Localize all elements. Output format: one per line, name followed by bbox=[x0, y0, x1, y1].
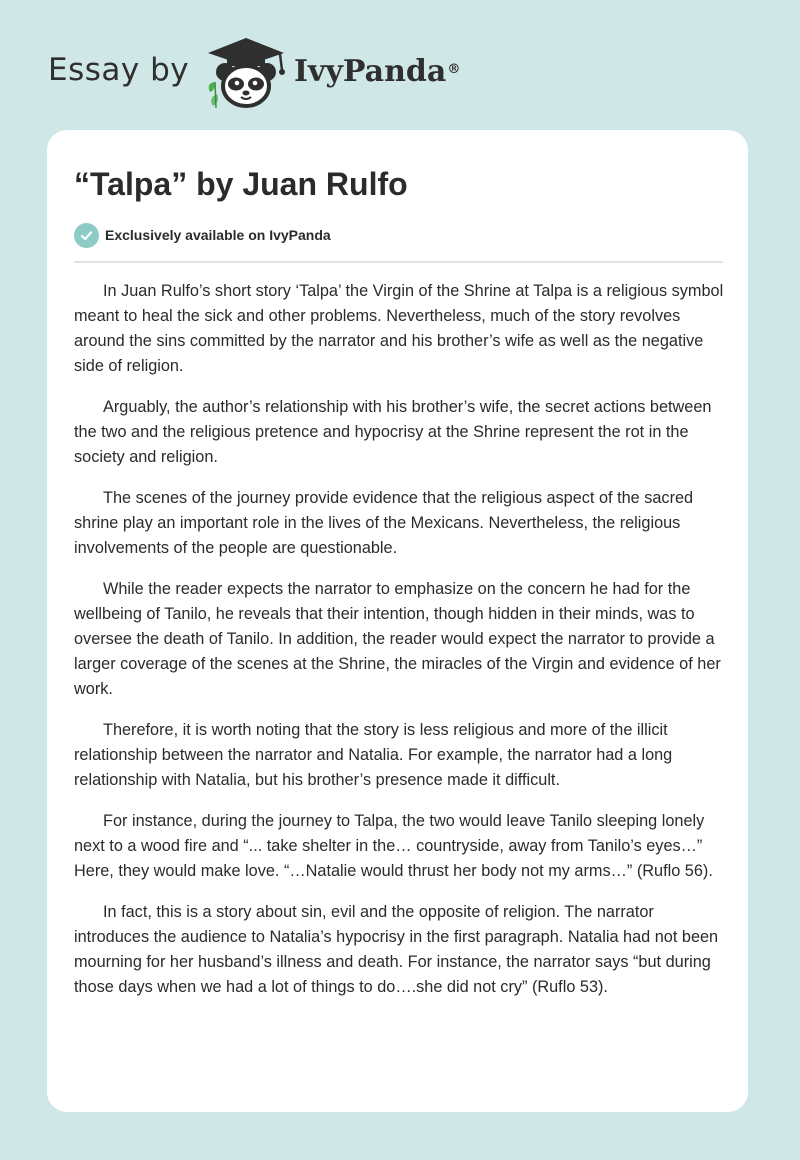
essay-paragraph: In Juan Rulfo’s short story ‘Talpa’ the Virgin of the Shrine at Talpa is a religious symbol meant to heal the sick and other problems. Nevertheless, much of the story revolves around the sins committed by the narrator and his brother’s wife as well as the negative side of religion. bbox=[74, 282, 724, 375]
essay-body bbox=[74, 279, 725, 1016]
ivypanda-logo-icon[interactable] bbox=[200, 36, 292, 110]
site-header bbox=[0, 0, 800, 120]
essay-paragraph: In fact, this is a story about sin, evil and the opposite of religion. The narrator introduces the audience to Natalia’s hypocrisy in the first paragraph. Natalia had not been mourning for her husband’s illness and death. For instance, the narrator says “but during those days when we had a lot of things to do….she did not cry” (Ruflo 53). bbox=[74, 903, 719, 996]
essay-paragraph: For instance, during the journey to Talpa, the two would leave Tanilo sleeping lonely next to a wood fire and “... take shelter in the… countryside, away from Tanilo’s eyes…” Here, they would make love. “…Natalie would thrust her body not my arms…” (Ruflo 56). bbox=[74, 812, 713, 880]
ivypanda-wordmark[interactable] bbox=[294, 54, 460, 90]
registered-mark: ® bbox=[447, 62, 461, 77]
essay-paragraph: The scenes of the journey provide evidence that the religious aspect of the sacred shrine play an important role in the lives of the Mexicans. Nevertheless, the religious involvements of the people are questionable. bbox=[74, 489, 694, 557]
title-divider bbox=[74, 261, 723, 263]
essay-by-label: Essay by bbox=[48, 52, 190, 88]
check-icon bbox=[74, 223, 99, 248]
essay-title: “Talpa” by Juan Rulfo bbox=[74, 166, 408, 202]
exclusive-badge bbox=[74, 222, 331, 248]
essay-paragraph: While the reader expects the narrator to emphasize on the concern he had for the wellbeing of Tanilo, he reveals that their intention, though hidden in their minds, was to oversee the death of Tanilo. In addition, the reader would expect the narrator to provide a larger coverage of the scenes at the Shrine, the miracles of the Virgin and evidence of her work. bbox=[74, 580, 721, 698]
essay-paragraph: Arguably, the author’s relationship with his brother’s wife, the secret actions between the two and the religious pretence and hypocrisy at the Shrine represent the rot in the society and religion. bbox=[74, 398, 712, 466]
essay-paragraph: Therefore, it is worth noting that the story is less religious and more of the illicit relationship between the narrator and Natalia. For example, the narrator had a long relationship with Natalia, but his brother’s presence made it difficult. bbox=[74, 721, 673, 789]
essay-card bbox=[47, 130, 748, 1112]
exclusive-badge-text: Exclusively available on IvyPanda bbox=[105, 227, 331, 243]
brand-name-text: IvyPanda bbox=[294, 54, 447, 89]
